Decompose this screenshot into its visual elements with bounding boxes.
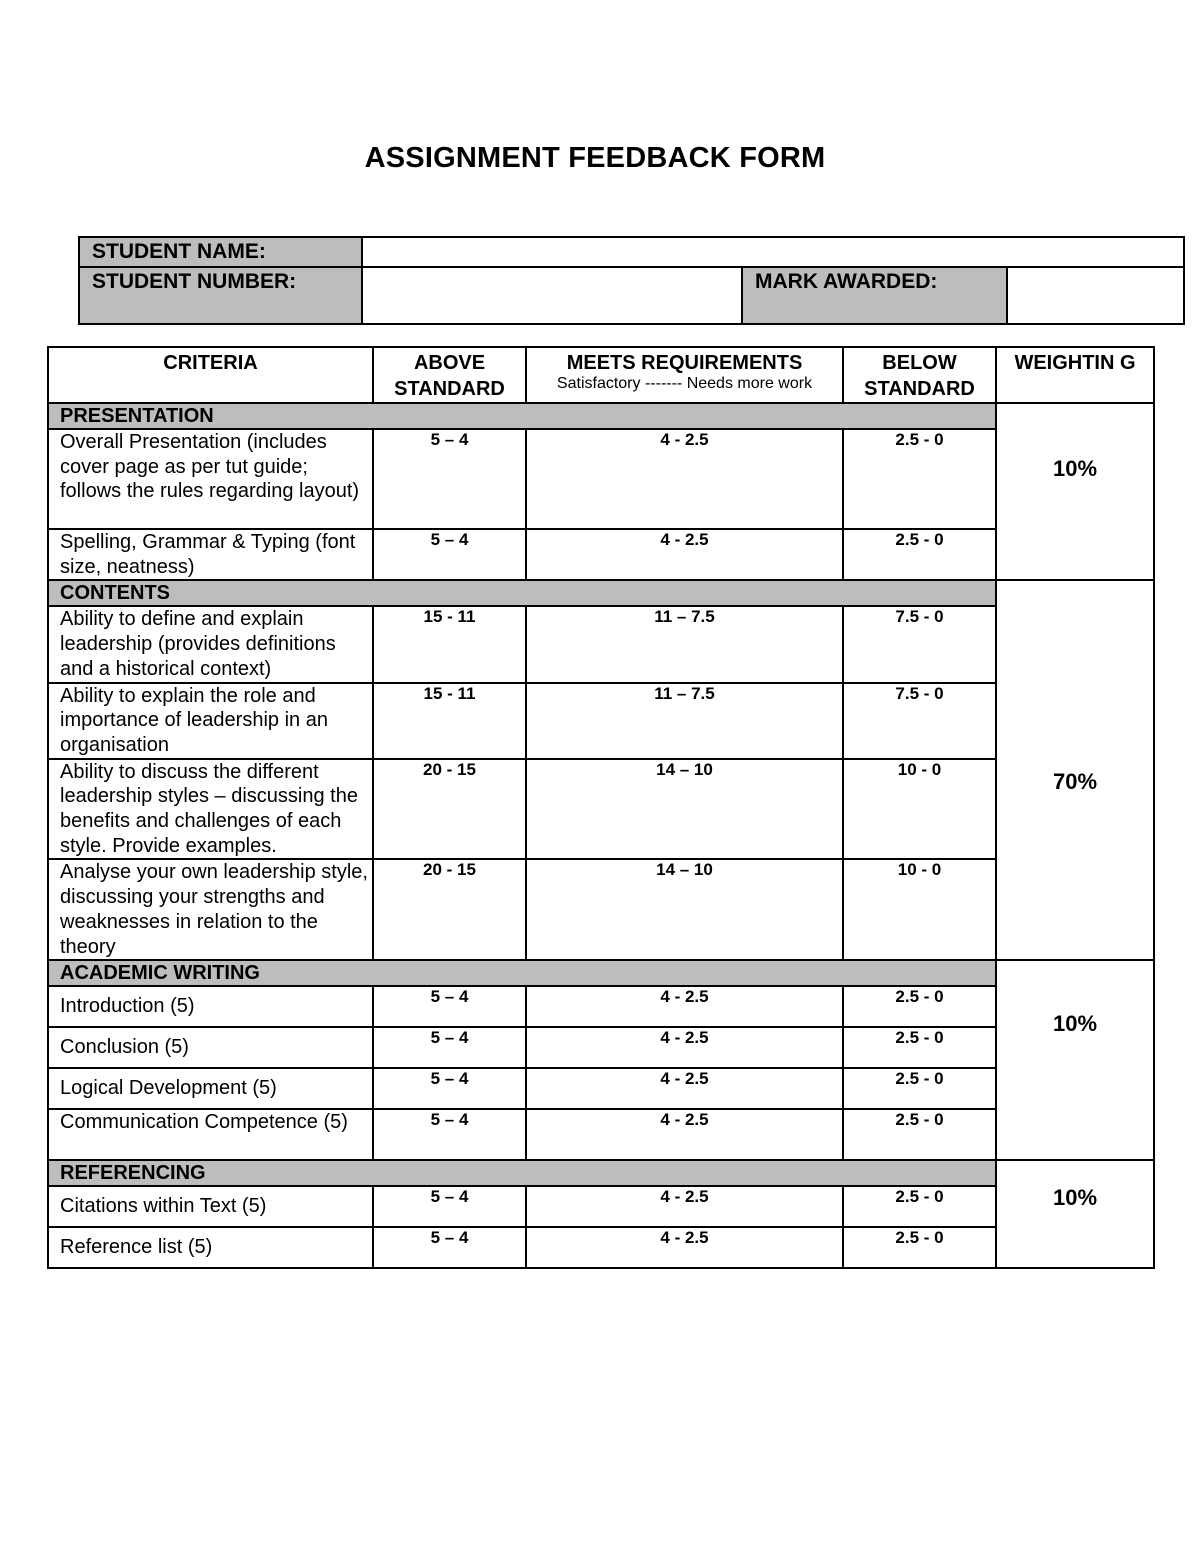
table-row [48, 529, 1154, 580]
above-score-cell: 20 - 15 [373, 759, 526, 860]
table-row [48, 859, 1154, 960]
above-standard-header: ABOVE STANDARD [373, 347, 526, 403]
student-number-field[interactable] [362, 267, 742, 324]
meets-requirements-title: MEETS REQUIREMENTS [566, 352, 803, 374]
criteria-cell: Analyse your own leadership style, discussing your strengths and weaknesses in relation to the theory [48, 859, 373, 960]
below-score-cell: 10 - 0 [843, 759, 996, 860]
table-row [48, 1027, 1154, 1068]
table-row [48, 759, 1154, 860]
criteria-cell: Reference list (5) [48, 1227, 373, 1268]
weight-academic-writing: 10% [996, 960, 1154, 1160]
below-score-cell: 2.5 - 0 [843, 529, 996, 580]
criteria-cell: Citations within Text (5) [48, 1186, 373, 1227]
below-score-cell: 2.5 - 0 [843, 986, 996, 1027]
below-score-cell: 7.5 - 0 [843, 683, 996, 759]
criteria-cell: Ability to define and explain leadership (provides definitions and a historical context) [48, 606, 373, 682]
meets-score-cell: 14 – 10 [526, 759, 843, 860]
table-row [48, 1227, 1154, 1268]
above-score-cell: 5 – 4 [373, 429, 526, 529]
weight-presentation: 10% [996, 403, 1154, 580]
student-name-label: STUDENT NAME: [79, 237, 362, 267]
weighting-header: WEIGHTIN G [996, 347, 1154, 403]
mark-awarded-label: MARK AWARDED: [742, 267, 1007, 324]
criteria-cell: Introduction (5) [48, 986, 373, 1027]
section-header-referencing: REFERENCING [48, 1160, 996, 1186]
student-number-label: STUDENT NUMBER: [79, 267, 362, 324]
below-score-cell: 10 - 0 [843, 859, 996, 960]
above-score-cell: 20 - 15 [373, 859, 526, 960]
above-score-cell: 15 - 11 [373, 683, 526, 759]
below-score-cell: 2.5 - 0 [843, 1227, 996, 1268]
weight-referencing: 10% [996, 1160, 1154, 1268]
table-row [48, 1186, 1154, 1227]
table-row [48, 1109, 1154, 1160]
meets-score-cell: 4 - 2.5 [526, 1186, 843, 1227]
criteria-header: CRITERIA [48, 347, 373, 403]
section-header-presentation: PRESENTATION [48, 403, 996, 429]
section-header-contents: CONTENTS [48, 580, 996, 606]
above-score-cell: 5 – 4 [373, 986, 526, 1027]
below-score-cell: 2.5 - 0 [843, 429, 996, 529]
criteria-cell: Ability to discuss the different leadership styles – discussing the benefits and challenges of each style. Provide examples. [48, 759, 373, 860]
criteria-cell: Communication Competence (5) [48, 1109, 373, 1160]
mark-awarded-field[interactable] [1007, 267, 1184, 324]
meets-score-cell: 4 - 2.5 [526, 1227, 843, 1268]
table-row [48, 606, 1154, 682]
table-row [48, 683, 1154, 759]
meets-score-cell: 4 - 2.5 [526, 986, 843, 1027]
section-header-academic-writing: ACADEMIC WRITING [48, 960, 996, 986]
below-score-cell: 2.5 - 0 [843, 1186, 996, 1227]
below-score-cell: 7.5 - 0 [843, 606, 996, 682]
meets-score-cell: 4 - 2.5 [526, 529, 843, 580]
weight-contents: 70% [996, 580, 1154, 960]
meets-score-cell: 14 – 10 [526, 859, 843, 960]
criteria-cell: Conclusion (5) [48, 1027, 373, 1068]
above-score-cell: 5 – 4 [373, 529, 526, 580]
meets-score-cell: 4 - 2.5 [526, 1027, 843, 1068]
page-title: ASSIGNMENT FEEDBACK FORM [364, 142, 826, 174]
table-row [48, 1068, 1154, 1109]
criteria-cell: Ability to explain the role and importance of leadership in an organisation [48, 683, 373, 759]
meets-score-cell: 4 - 2.5 [526, 1068, 843, 1109]
criteria-cell: Spelling, Grammar & Typing (font size, neatness) [48, 529, 373, 580]
student-name-field[interactable] [362, 237, 1184, 267]
table-row [48, 986, 1154, 1027]
table-row [48, 429, 1154, 529]
above-score-cell: 5 – 4 [373, 1227, 526, 1268]
above-score-cell: 15 - 11 [373, 606, 526, 682]
criteria-cell: Overall Presentation (includes cover page as per tut guide; follows the rules regarding layout) [48, 429, 373, 529]
meets-score-cell: 4 - 2.5 [526, 1109, 843, 1160]
meets-score-cell: 11 – 7.5 [526, 683, 843, 759]
criteria-cell: Logical Development (5) [48, 1068, 373, 1109]
header-row [48, 347, 1154, 403]
below-standard-header: BELOW STANDARD [843, 347, 996, 403]
meets-score-cell: 11 – 7.5 [526, 606, 843, 682]
above-score-cell: 5 – 4 [373, 1186, 526, 1227]
below-score-cell: 2.5 - 0 [843, 1068, 996, 1109]
below-score-cell: 2.5 - 0 [843, 1109, 996, 1160]
below-score-cell: 2.5 - 0 [843, 1027, 996, 1068]
above-score-cell: 5 – 4 [373, 1109, 526, 1160]
rubric-table [47, 346, 1155, 1269]
above-score-cell: 5 – 4 [373, 1068, 526, 1109]
above-score-cell: 5 – 4 [373, 1027, 526, 1068]
meets-requirements-subtitle: Satisfactory ------- Needs more work [556, 375, 813, 392]
meets-score-cell: 4 - 2.5 [526, 429, 843, 529]
student-info-table [78, 236, 1185, 325]
meets-requirements-header [526, 347, 843, 403]
